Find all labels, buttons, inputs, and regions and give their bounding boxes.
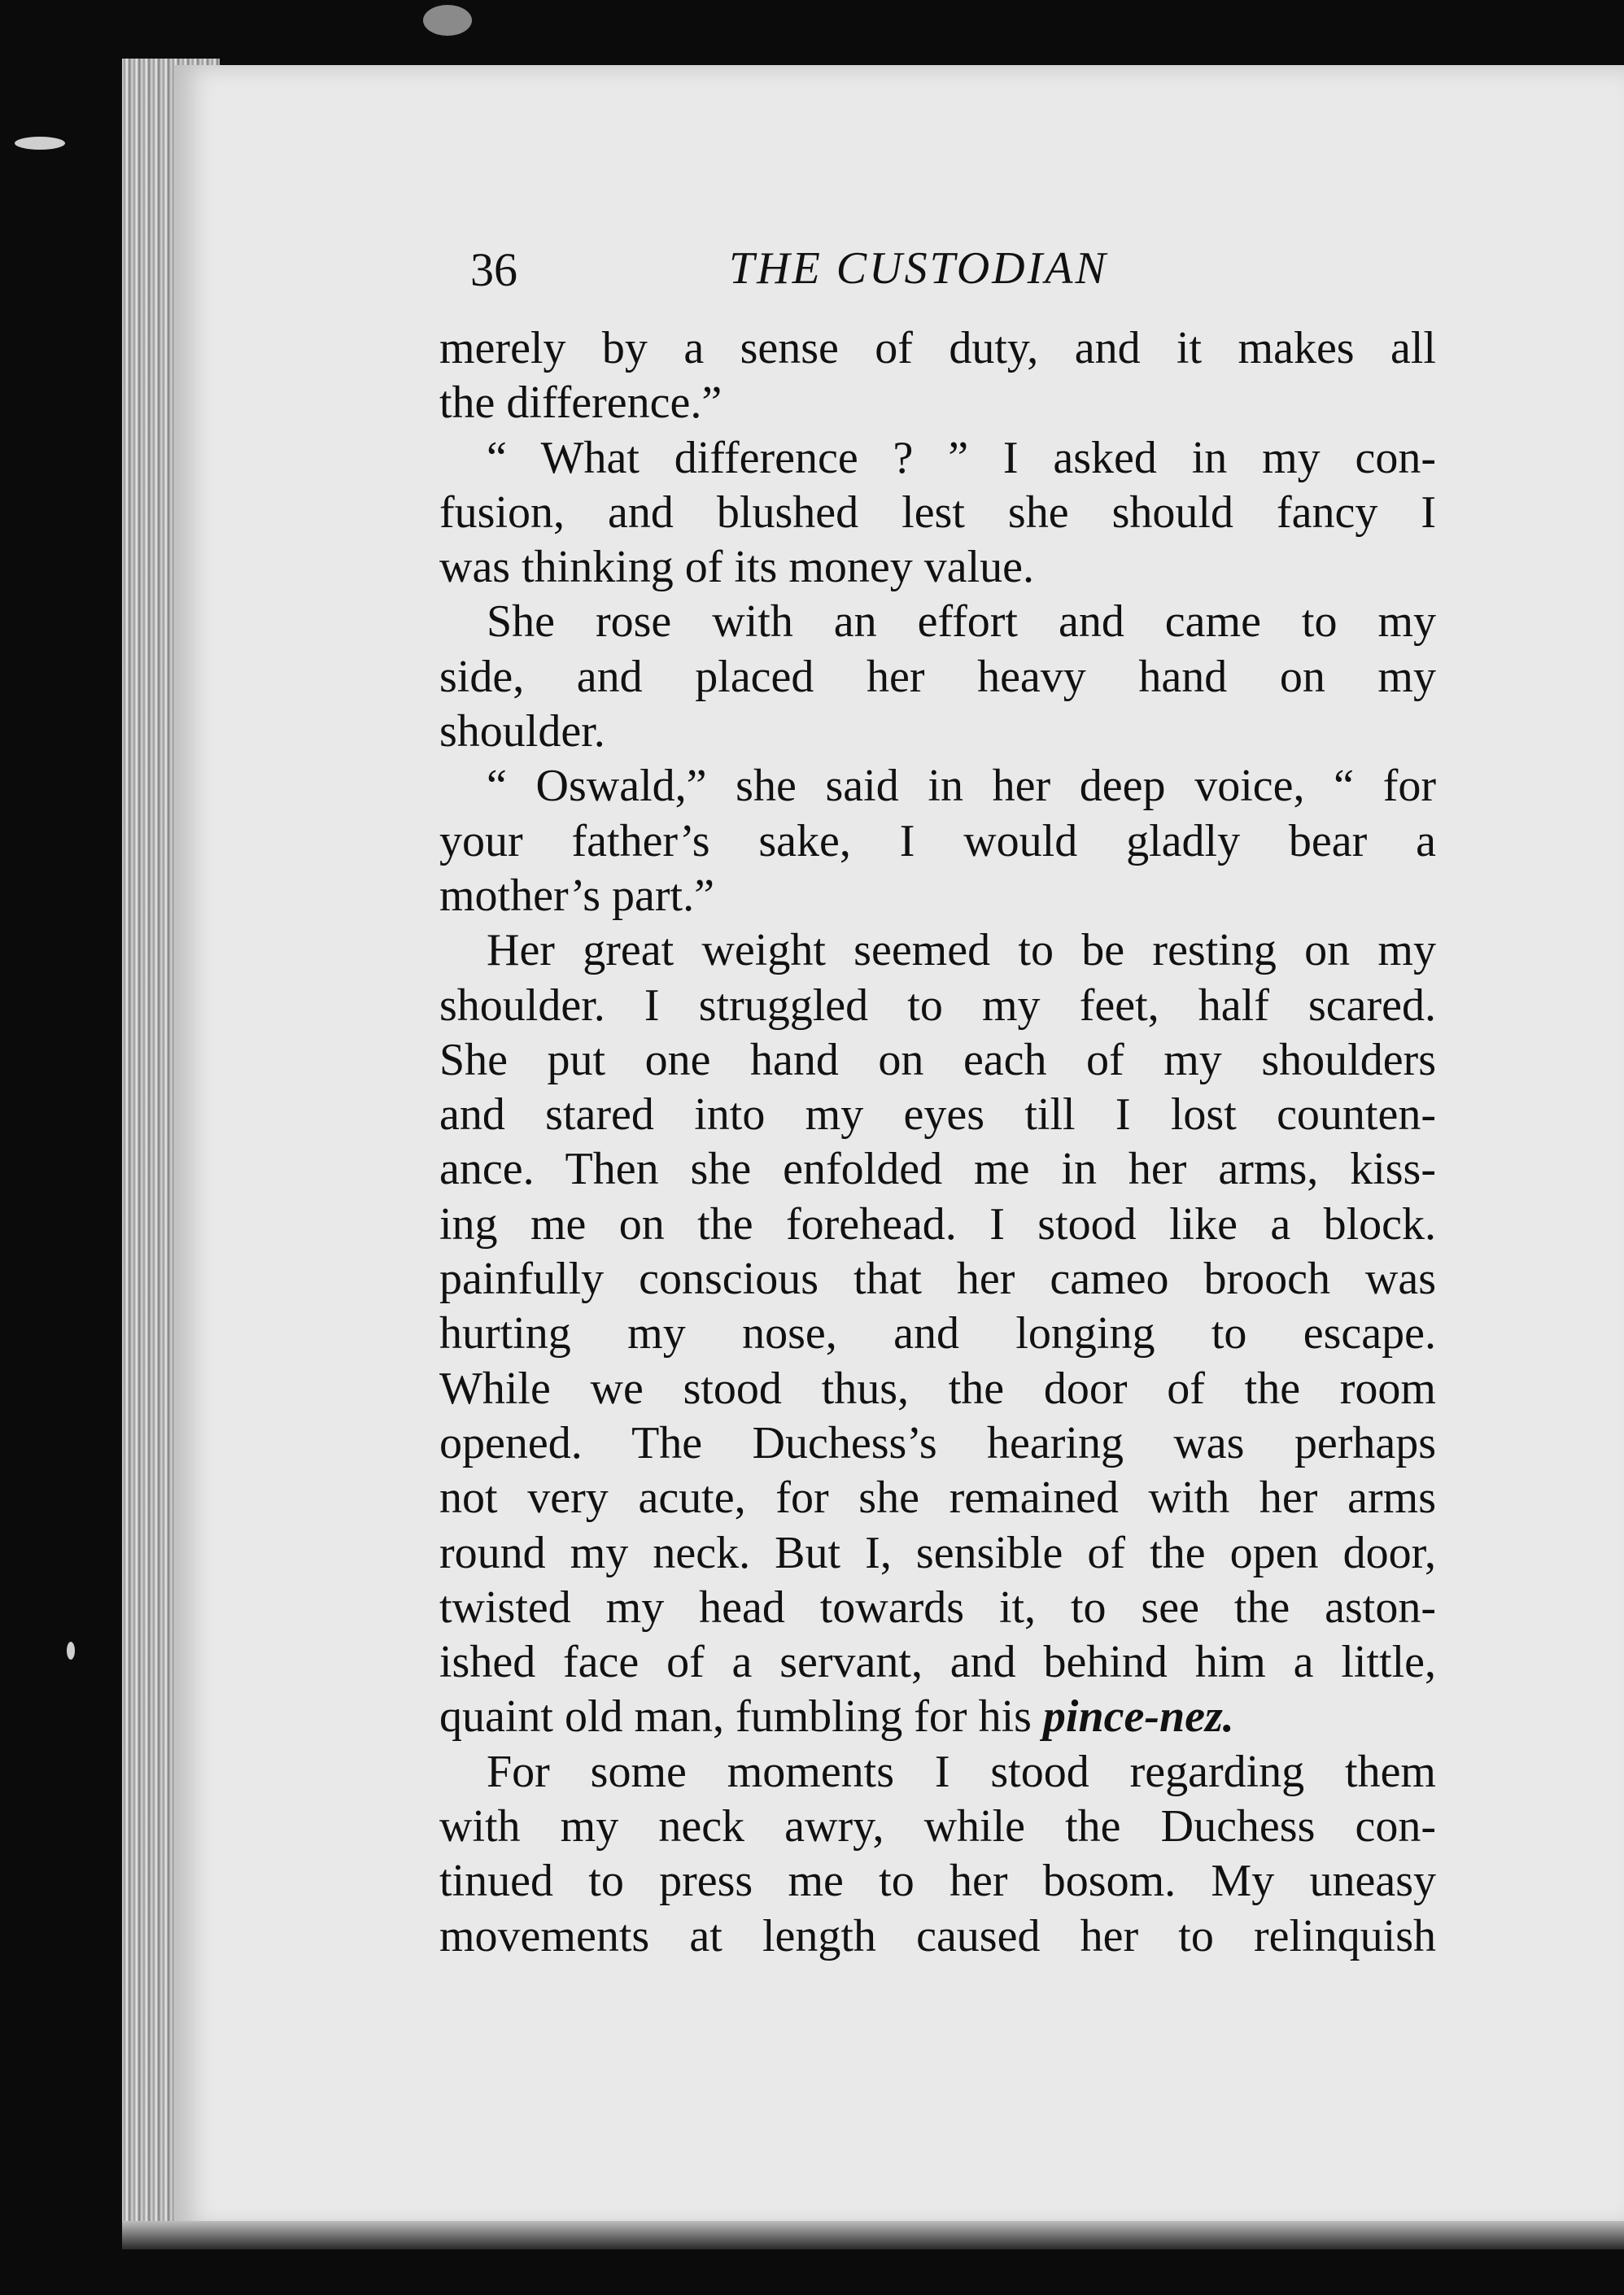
text-line-content: with my neck awry, while the Duchess con-	[439, 1801, 1436, 1852]
text-line-content: quaint old man, fumbling for his	[439, 1691, 1032, 1743]
text-line-content: She put one hand on each of my shoulders	[439, 1034, 1436, 1085]
text-line-content: fusion, and blushed lest she should fancy I	[439, 486, 1436, 538]
text-line-content: merely by a sense of duty, and it makes all	[439, 323, 1436, 373]
text-line-content: For some moments I stood regarding them	[487, 1746, 1436, 1797]
text-line	[439, 1416, 1436, 1471]
text-line-content: twisted my head towards it, to see the aston-	[439, 1582, 1436, 1633]
text-line-content: She rose with an effort and came to my	[487, 596, 1436, 648]
scan-speck	[423, 5, 472, 36]
text-line	[439, 595, 1436, 649]
text-line-content: tinued to press me to her bosom. My uneasy	[439, 1856, 1436, 1907]
text-line	[439, 814, 1436, 869]
text-line	[439, 376, 1436, 430]
text-line	[439, 1690, 1436, 1744]
text-line	[439, 321, 1436, 376]
text-line-content: ance. Then she enfolded me in her arms, kiss-	[439, 1144, 1436, 1195]
text-line	[439, 1471, 1436, 1525]
text-line-content: “ What difference ? ” I asked in my con-	[487, 432, 1436, 483]
text-line	[439, 431, 1436, 486]
book-title: THE CUSTODIAN	[729, 243, 1108, 294]
text-line	[439, 705, 1436, 759]
text-line	[439, 1854, 1436, 1909]
text-line	[439, 1198, 1436, 1252]
text-line-content: ished face of a servant, and behind him a little,	[439, 1637, 1436, 1688]
text-line-content: Her great weight seemed to be resting on my	[487, 925, 1436, 976]
text-line	[439, 1800, 1436, 1854]
text-line-content: While we stood thus, the door of the room	[439, 1363, 1436, 1414]
text-line	[439, 1088, 1436, 1142]
text-line-content: “ Oswald,” she said in her deep voice, “ for	[487, 761, 1436, 812]
body-text	[439, 321, 1436, 1964]
text-line	[439, 650, 1436, 705]
text-line-content: was thinking of its money value.	[439, 542, 1035, 593]
text-line-content: side, and placed her heavy hand on my	[439, 651, 1436, 702]
text-line-content: and stared into my eyes till I lost counten-	[439, 1089, 1436, 1141]
text-line-content: ing me on the forehead. I stood like a block.	[439, 1198, 1436, 1250]
running-head	[470, 242, 1438, 308]
text-line	[439, 486, 1436, 540]
text-line	[439, 979, 1436, 1033]
text-line-content: painfully conscious that her cameo brooch was	[439, 1254, 1436, 1305]
text-line-content: opened. The Duchess’s hearing was perhaps	[439, 1417, 1436, 1468]
book-bottom-edge	[122, 2221, 1624, 2249]
text-line-content: shoulder. I struggled to my feet, half scared.	[439, 980, 1436, 1031]
text-line-content: hurting my nose, and longing to escape.	[439, 1308, 1436, 1359]
text-line	[439, 1307, 1436, 1361]
scan-speck	[15, 137, 65, 150]
page-number: 36	[470, 243, 517, 296]
text-line	[439, 869, 1436, 923]
text-line	[439, 1526, 1436, 1581]
text-line-content: shoulder.	[439, 706, 605, 757]
text-line-content: round my neck. But I, sensible of the open door,	[439, 1527, 1436, 1578]
italic-phrase: pince-nez.	[1042, 1691, 1234, 1743]
text-line-content: not very acute, for she remained with her arms	[439, 1473, 1436, 1524]
text-line	[439, 759, 1436, 814]
text-line	[439, 1252, 1436, 1307]
text-line	[439, 1909, 1436, 1964]
text-line	[439, 1635, 1436, 1690]
text-line	[439, 1581, 1436, 1635]
text-line	[439, 923, 1436, 978]
text-line	[439, 1033, 1436, 1088]
scan-speck	[67, 1642, 75, 1660]
text-line-content: movements at length caused her to relinquish	[439, 1910, 1436, 1961]
text-line	[439, 1142, 1436, 1197]
text-line-content: the difference.”	[439, 377, 723, 429]
text-line-content: your father’s sake, I would gladly bear a	[439, 815, 1436, 866]
text-line	[439, 1362, 1436, 1416]
text-line	[439, 1745, 1436, 1800]
text-line-content: mother’s part.”	[439, 870, 714, 921]
text-line	[439, 540, 1436, 595]
